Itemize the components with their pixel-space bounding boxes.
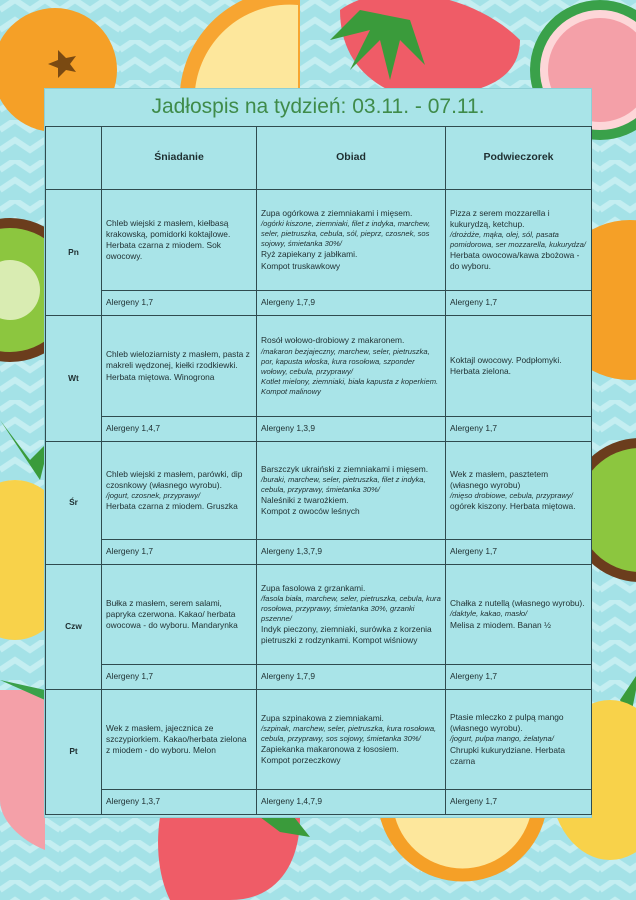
meal-line: Wek z masłem, pasztetem (własnego wyrobu) [450, 468, 549, 490]
header-snack: Podwieczorek [446, 127, 592, 190]
meal-cell-snack [446, 190, 592, 291]
meal-line: Zupa szpinakowa z ziemniakami. [261, 712, 384, 723]
allergen-cell: Alergeny 1,7 [102, 540, 257, 565]
day-label: Pn [46, 190, 102, 316]
day-row [46, 316, 592, 417]
meal-cell-breakfast [102, 565, 257, 665]
meal-cell-snack [446, 690, 592, 790]
meal-line: Ptasie mleczko z pulpą mango (własnego wyrobu). [450, 712, 564, 734]
day-row [46, 565, 592, 665]
meal-cell-lunch [257, 442, 446, 540]
menu-table [45, 126, 592, 815]
meal-cell-snack [446, 442, 592, 540]
meal-line: Kompot z owoców leśnych [261, 506, 360, 517]
allergen-cell: Alergeny 1,7 [446, 540, 592, 565]
header-empty [46, 127, 102, 190]
meal-line: Zapiekanka makaronowa z łososiem. [261, 743, 399, 754]
meal-line: /mięso drobiowe, cebula, przyprawy/ [450, 491, 573, 501]
meal-line: Chleb wiejski z masłem, kiełbasą krakowską, pomidorki koktajlowe. Herbata czarna z miodem. Sok owocowy. [106, 217, 231, 262]
allergen-row [46, 417, 592, 442]
meal-line: /jogurt, czosnek, przyprawy/ [106, 491, 201, 501]
meal-cell-lunch [257, 190, 446, 291]
allergen-row [46, 665, 592, 690]
meal-cell-lunch [257, 316, 446, 417]
meal-line: Indyk pieczony, ziemniaki, surówka z korzenia pietruszki z rodzynkami. Kompot wiśniowy [261, 623, 432, 646]
meal-cell-lunch [257, 690, 446, 790]
meal-line: Koktajl owocowy. Podpłomyki. Herbata zielona. [450, 354, 562, 376]
meal-line: Kotlet mielony, ziemniaki, biała kapusta z koperkiem. Kompot malinowy [261, 376, 439, 396]
allergen-cell: Alergeny 1,3,7,9 [257, 540, 446, 565]
day-label: Śr [46, 442, 102, 565]
meal-line: ogórek kiszony. Herbata miętowa. [450, 501, 576, 512]
meal-line: Barszczyk ukraiński z ziemniakami i mięsem. [261, 463, 429, 474]
meal-line: Zupa fasolowa z grzankami. [261, 582, 366, 593]
meal-cell-breakfast [102, 690, 257, 790]
allergen-cell: Alergeny 1,7 [446, 417, 592, 442]
meal-line: /drożdże, mąka, olej, sól, pasata pomidorowa, ser mozzarella, kukurydza/ [450, 229, 586, 249]
allergen-row [46, 291, 592, 316]
day-row [46, 190, 592, 291]
meal-line: Chałka z nutellą (własnego wyrobu). [450, 598, 585, 609]
meal-cell-lunch [257, 565, 446, 665]
allergen-cell: Alergeny 1,3,7 [102, 790, 257, 815]
meal-line: Herbata owocowa/kawa zbożowa - do wyboru. [450, 250, 580, 272]
meal-line: /fasola biała, marchew, seler, pietruszka, cebula, kura rosołowa, przyprawy, śmietanka 30%, grzanki pszenne/ [261, 593, 441, 623]
day-row [46, 442, 592, 540]
meal-line: /szpinak, marchew, seler, pietruszka, kura rosołowa, cebula, przyprawy, sos sojowy, śmietanka 30%/ [261, 723, 437, 743]
meal-cell-snack [446, 565, 592, 665]
meal-line: Rosół wołowo-drobiowy z makaronem. [261, 335, 405, 346]
meal-cell-snack [446, 316, 592, 417]
meal-line: Herbata czarna z miodem. Gruszka [106, 501, 238, 512]
allergen-cell: Alergeny 1,7,9 [257, 665, 446, 690]
meal-line: Naleśniki z twarożkiem. [261, 494, 349, 505]
day-row [46, 690, 592, 790]
header-lunch: Obiad [257, 127, 446, 190]
allergen-cell: Alergeny 1,4,7 [102, 417, 257, 442]
header-breakfast: Śniadanie [102, 127, 257, 190]
meal-cell-breakfast [102, 190, 257, 291]
meal-line: Chleb wieloziarnisty z masłem, pasta z makreli wędzonej, kiełki rzodkiewki. Herbata miętowa. Winogrona [106, 349, 250, 382]
allergen-cell: Alergeny 1,4,7,9 [257, 790, 446, 815]
menu-panel [45, 89, 591, 817]
meal-cell-breakfast [102, 442, 257, 540]
day-label: Pt [46, 690, 102, 815]
meal-line: Zupa ogórkowa z ziemniakami i mięsem. [261, 208, 413, 219]
meal-line: Wek z masłem, jajecznica ze szczypiorkiem. Kakao/herbata zielona z miodem - do wyboru. Melon [106, 722, 247, 756]
allergen-cell: Alergeny 1,7,9 [257, 291, 446, 316]
allergen-cell: Alergeny 1,7 [446, 291, 592, 316]
allergen-cell: Alergeny 1,3,9 [257, 417, 446, 442]
allergen-row [46, 790, 592, 815]
meal-line: Bułka z masłem, serem salami, papryka czerwona. Kakao/ herbata owocowa - do wyboru. Mandarynka [106, 597, 238, 631]
allergen-cell: Alergeny 1,7 [102, 665, 257, 690]
meal-line: Ryż zapiekany z jabłkami. [261, 249, 358, 260]
meal-line: /jogurt, pulpa mango, żelatyna/ [450, 734, 554, 744]
meal-line: Chrupki kukurydziane. Herbata czarna [450, 744, 565, 766]
meal-cell-breakfast [102, 316, 257, 417]
allergen-cell: Alergeny 1,7 [446, 790, 592, 815]
meal-line: Pizza z serem mozzarella i kukurydzą, ketchup. [450, 207, 550, 229]
page-title: Jadłospis na tydzień: 03.11. - 07.11. [151, 95, 485, 118]
meal-line: Chleb wiejski z masłem, parówki, dip czosnkowy (własnego wyrobu). [106, 468, 243, 490]
meal-line: Kompot porzeczkowy [261, 755, 341, 766]
meal-line: /buraki, marchew, seler, pietruszka, filet z indyka, cebula, przyprawy, śmietanka 30%/ [261, 474, 426, 494]
meal-line: /daktyle, kakao, masło/ [450, 609, 528, 619]
allergen-cell: Alergeny 1,7 [446, 665, 592, 690]
meal-line: /makaron bezjajeczny, marchew, seler, pietruszka, por, kapusta włoska, kura rosołowa, szponder wołowy, cebula, przyprawy/ [261, 346, 430, 376]
day-label: Czw [46, 565, 102, 690]
allergen-row [46, 540, 592, 565]
meal-line: Melisa z miodem. Banan ½ [450, 619, 552, 630]
meal-line: Kompot truskawkowy [261, 260, 341, 271]
day-label: Wt [46, 316, 102, 442]
allergen-cell: Alergeny 1,7 [102, 291, 257, 316]
header-row [46, 127, 592, 190]
meal-line: /ogórki kiszone, ziemniaki, filet z indyka, marchew, seler, pietruszka, cebula, sól, pieprz, czosnek, sos sojowy, śmietanka 30%/ [261, 219, 431, 249]
